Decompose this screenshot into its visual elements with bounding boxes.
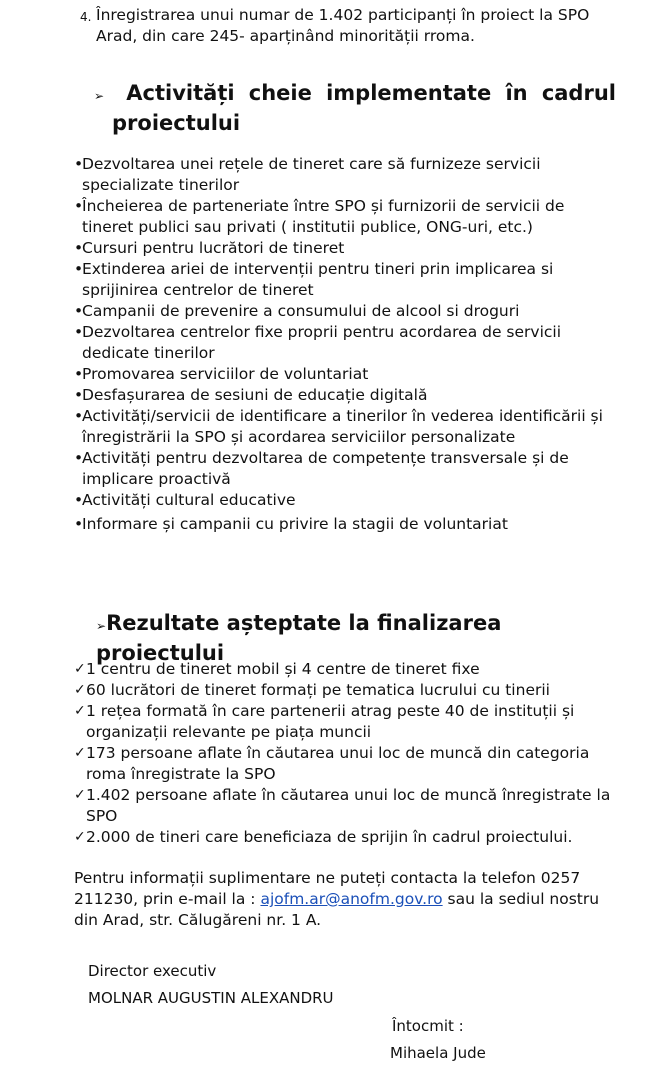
list-item-text: Dezvoltarea unei rețele de tineret care să furnizeze servicii specializate tinerilor bbox=[82, 155, 541, 194]
list-item bbox=[74, 785, 619, 827]
bullet-icon: • bbox=[74, 386, 84, 404]
activities-heading bbox=[94, 80, 616, 137]
bullet-icon: • bbox=[74, 197, 84, 215]
bullet-icon: • bbox=[74, 239, 84, 257]
prepared-by-name: Mihaela Jude bbox=[390, 1044, 486, 1062]
list-item bbox=[74, 196, 619, 238]
prepared-by-label: Întocmit : bbox=[392, 1017, 464, 1035]
list-item-text: Informare și campanii cu privire la stagii de voluntariat bbox=[82, 515, 508, 533]
list-item bbox=[74, 514, 619, 535]
bullet-icon: • bbox=[74, 449, 84, 467]
list-item-text: 1.402 persoane aflate în căutarea unui loc de muncă înregistrate la SPO bbox=[86, 786, 611, 825]
list-item-text: Dezvoltarea centrelor fixe proprii pentru acordarea de servicii dedicate tinerilor bbox=[82, 323, 562, 362]
bullet-icon: • bbox=[74, 260, 84, 278]
arrow-bullet-icon: ➢ bbox=[96, 619, 107, 633]
check-icon: ✓ bbox=[74, 703, 86, 719]
results-heading-text: Rezultate așteptate la finalizarea proiectului bbox=[96, 611, 502, 665]
list-item-text: 1 centru de tineret mobil și 4 centre de tineret fixe bbox=[86, 660, 480, 678]
heading-word: implementate bbox=[326, 81, 492, 105]
list-item-text: 1 rețea formată în care partenerii atrag peste 40 de instituții și organizații relevante pe piața muncii bbox=[86, 702, 575, 741]
list-item bbox=[74, 364, 619, 385]
check-icon: ✓ bbox=[74, 745, 86, 761]
results-list bbox=[74, 659, 619, 848]
heading-word: cadrul bbox=[541, 81, 616, 105]
bullet-icon: • bbox=[74, 407, 84, 425]
list-item bbox=[74, 701, 619, 743]
bullet-icon: • bbox=[74, 302, 84, 320]
heading-word: în bbox=[505, 81, 528, 105]
director-name: MOLNAR AUGUSTIN ALEXANDRU bbox=[88, 989, 334, 1007]
email-link[interactable]: ajofm.ar@anofm.gov.ro bbox=[260, 890, 443, 908]
contact-text: sau la sediul nostru din Arad, str. Călugăreni nr. 1 A. bbox=[74, 890, 600, 929]
heading-word: cheie bbox=[248, 81, 312, 105]
check-icon: ✓ bbox=[74, 661, 86, 677]
check-icon: ✓ bbox=[74, 787, 86, 803]
check-icon: ✓ bbox=[74, 829, 86, 845]
bullet-icon: • bbox=[74, 515, 84, 533]
list-item bbox=[74, 301, 619, 322]
bullet-icon: • bbox=[74, 323, 84, 341]
director-role: Director executiv bbox=[88, 962, 217, 980]
arrow-bullet-icon: ➢ bbox=[94, 89, 105, 103]
list-item bbox=[74, 659, 619, 680]
list-item bbox=[74, 680, 619, 701]
item-number: 4. bbox=[80, 10, 92, 24]
bullet-icon: • bbox=[74, 155, 84, 173]
list-item bbox=[74, 406, 619, 448]
list-item-text: 60 lucrători de tineret formați pe tematica lucrului cu tinerii bbox=[86, 681, 550, 699]
bullet-icon: • bbox=[74, 365, 84, 383]
list-item-text: Cursuri pentru lucrători de tineret bbox=[82, 239, 345, 257]
numbered-item-4 bbox=[80, 5, 625, 47]
contact-paragraph bbox=[74, 868, 624, 931]
list-item bbox=[74, 259, 619, 301]
list-item-text: Extinderea ariei de intervenții pentru tineri prin implicarea si sprijinirea centrelor de tineret bbox=[82, 260, 554, 299]
list-item bbox=[74, 490, 619, 511]
heading-continuation: proiectului bbox=[112, 111, 241, 135]
activities-list bbox=[74, 154, 619, 535]
list-item-text: Campanii de prevenire a consumului de alcool si droguri bbox=[82, 302, 520, 320]
list-item-text: Activități cultural educative bbox=[82, 491, 296, 509]
list-item-text: 2.000 de tineri care beneficiaza de sprijin în cadrul proiectului. bbox=[86, 828, 573, 846]
list-item-text: Promovarea serviciilor de voluntariat bbox=[82, 365, 369, 383]
list-item bbox=[74, 322, 619, 364]
heading-word: Activități bbox=[126, 81, 235, 105]
list-item-text: Încheierea de parteneriate între SPO și furnizorii de servicii de tineret publici sau privati ( institutii publice, ONG-uri, etc.) bbox=[82, 197, 565, 236]
item-text: Înregistrarea unui numar de 1.402 participanți în proiect la SPO Arad, din care 245- aparținând minorității rroma. bbox=[96, 6, 590, 45]
list-item bbox=[74, 385, 619, 406]
check-icon: ✓ bbox=[74, 682, 86, 698]
list-item bbox=[74, 448, 619, 490]
list-item-text: Desfașurarea de sesiuni de educație digitală bbox=[82, 386, 428, 404]
bullet-icon: • bbox=[74, 491, 84, 509]
list-item-text: Activități pentru dezvoltarea de competențe transversale și de implicare proactivă bbox=[82, 449, 569, 488]
list-item bbox=[74, 238, 619, 259]
list-item bbox=[74, 743, 619, 785]
list-item bbox=[74, 154, 619, 196]
contact-text: Pentru informații suplimentare ne puteți contacta la telefon 0257 211230, prin e-mail la : bbox=[74, 869, 581, 908]
list-item bbox=[74, 827, 619, 848]
list-item-text: 173 persoane aflate în căutarea unui loc de muncă din categoria roma înregistrate la SPO bbox=[86, 744, 590, 783]
list-item-text: Activități/servicii de identificare a tinerilor în vederea identificării și înregistrării la SPO și acordarea serviciilor personalizate bbox=[82, 407, 603, 446]
